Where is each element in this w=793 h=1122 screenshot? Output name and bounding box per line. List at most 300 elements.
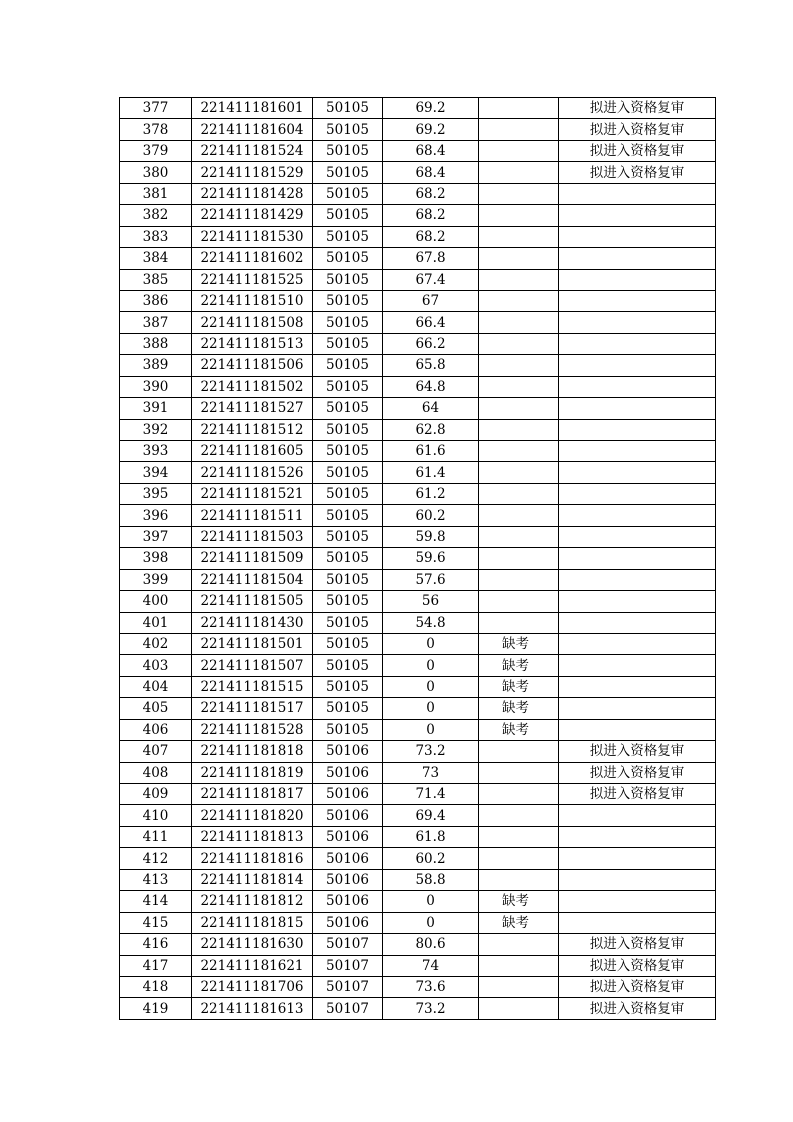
position-code-cell: 50105 [313, 226, 383, 247]
score-cell: 59.6 [383, 548, 479, 569]
ticket-number-cell: 221411181820 [192, 805, 313, 826]
position-code-cell: 50105 [313, 290, 383, 311]
table-row [120, 483, 716, 504]
table-row [120, 376, 716, 397]
remark-cell: 拟进入资格复审 [559, 140, 716, 161]
table-row [120, 462, 716, 483]
status-cell: 缺考 [479, 719, 559, 740]
status-cell: 缺考 [479, 891, 559, 912]
remark-cell [559, 226, 716, 247]
status-cell [479, 741, 559, 762]
remark-cell: 拟进入资格复审 [559, 955, 716, 976]
position-code-cell: 50105 [313, 376, 383, 397]
status-cell [479, 376, 559, 397]
seq-cell: 391 [120, 398, 192, 419]
seq-cell: 412 [120, 848, 192, 869]
position-code-cell: 50107 [313, 976, 383, 997]
ticket-number-cell: 221411181504 [192, 569, 313, 590]
seq-cell: 388 [120, 333, 192, 354]
score-cell: 0 [383, 719, 479, 740]
score-cell: 61.8 [383, 826, 479, 847]
score-cell: 64 [383, 398, 479, 419]
seq-cell: 407 [120, 741, 192, 762]
position-code-cell: 50107 [313, 955, 383, 976]
status-cell [479, 183, 559, 204]
position-code-cell: 50105 [313, 548, 383, 569]
score-cell: 58.8 [383, 869, 479, 890]
table-row [120, 398, 716, 419]
score-cell: 56 [383, 591, 479, 612]
table-row [120, 719, 716, 740]
ticket-number-cell: 221411181814 [192, 869, 313, 890]
ticket-number-cell: 221411181818 [192, 741, 313, 762]
remark-cell [559, 462, 716, 483]
score-cell: 66.4 [383, 312, 479, 333]
position-code-cell: 50105 [313, 676, 383, 697]
score-cell: 68.4 [383, 162, 479, 183]
seq-cell: 402 [120, 633, 192, 654]
status-cell [479, 205, 559, 226]
remark-cell [559, 848, 716, 869]
seq-cell: 386 [120, 290, 192, 311]
ticket-number-cell: 221411181521 [192, 483, 313, 504]
score-cell: 67.8 [383, 248, 479, 269]
position-code-cell: 50106 [313, 912, 383, 933]
table-row [120, 869, 716, 890]
status-cell [479, 569, 559, 590]
ticket-number-cell: 221411181527 [192, 398, 313, 419]
status-cell [479, 869, 559, 890]
ticket-number-cell: 221411181513 [192, 333, 313, 354]
seq-cell: 379 [120, 140, 192, 161]
seq-cell: 399 [120, 569, 192, 590]
score-cell: 0 [383, 891, 479, 912]
table-row [120, 784, 716, 805]
score-cell: 66.2 [383, 333, 479, 354]
table-row [120, 934, 716, 955]
remark-cell [559, 269, 716, 290]
position-code-cell: 50105 [313, 419, 383, 440]
seq-cell: 393 [120, 441, 192, 462]
ticket-number-cell: 221411181819 [192, 762, 313, 783]
status-cell [479, 998, 559, 1019]
status-cell: 缺考 [479, 655, 559, 676]
table-row [120, 762, 716, 783]
table-row [120, 655, 716, 676]
table-row [120, 633, 716, 654]
remark-cell [559, 205, 716, 226]
remark-cell [559, 355, 716, 376]
ticket-number-cell: 221411181510 [192, 290, 313, 311]
status-cell [479, 269, 559, 290]
status-cell [479, 248, 559, 269]
score-cell: 65.8 [383, 355, 479, 376]
score-cell: 0 [383, 676, 479, 697]
score-cell: 73.6 [383, 976, 479, 997]
remark-cell [559, 719, 716, 740]
position-code-cell: 50105 [313, 355, 383, 376]
remark-cell [559, 526, 716, 547]
score-cell: 68.2 [383, 183, 479, 204]
table-row [120, 140, 716, 161]
position-code-cell: 50105 [313, 719, 383, 740]
remark-cell [559, 612, 716, 633]
position-code-cell: 50105 [313, 140, 383, 161]
seq-cell: 385 [120, 269, 192, 290]
status-cell [479, 526, 559, 547]
seq-cell: 416 [120, 934, 192, 955]
ticket-number-cell: 221411181517 [192, 698, 313, 719]
remark-cell [559, 505, 716, 526]
position-code-cell: 50105 [313, 633, 383, 654]
table-row [120, 290, 716, 311]
table-row [120, 976, 716, 997]
table-row [120, 248, 716, 269]
remark-cell [559, 655, 716, 676]
table-row [120, 698, 716, 719]
table-row [120, 312, 716, 333]
remark-cell [559, 676, 716, 697]
score-cell: 0 [383, 698, 479, 719]
remark-cell: 拟进入资格复审 [559, 119, 716, 140]
table-row [120, 891, 716, 912]
remark-cell: 拟进入资格复审 [559, 998, 716, 1019]
position-code-cell: 50105 [313, 183, 383, 204]
position-code-cell: 50105 [313, 612, 383, 633]
remark-cell: 拟进入资格复审 [559, 934, 716, 955]
table-row [120, 269, 716, 290]
status-cell [479, 398, 559, 419]
seq-cell: 404 [120, 676, 192, 697]
position-code-cell: 50105 [313, 483, 383, 504]
table-row [120, 183, 716, 204]
position-code-cell: 50106 [313, 741, 383, 762]
seq-cell: 398 [120, 548, 192, 569]
remark-cell [559, 826, 716, 847]
seq-cell: 415 [120, 912, 192, 933]
position-code-cell: 50105 [313, 462, 383, 483]
seq-cell: 413 [120, 869, 192, 890]
score-cell: 69.4 [383, 805, 479, 826]
position-code-cell: 50106 [313, 891, 383, 912]
remark-cell [559, 569, 716, 590]
seq-cell: 377 [120, 98, 192, 119]
ticket-number-cell: 221411181815 [192, 912, 313, 933]
status-cell [479, 333, 559, 354]
table-row [120, 676, 716, 697]
status-cell: 缺考 [479, 698, 559, 719]
status-cell [479, 98, 559, 119]
remark-cell [559, 419, 716, 440]
ticket-number-cell: 221411181812 [192, 891, 313, 912]
remark-cell: 拟进入资格复审 [559, 741, 716, 762]
remark-cell [559, 548, 716, 569]
seq-cell: 396 [120, 505, 192, 526]
ticket-number-cell: 221411181621 [192, 955, 313, 976]
remark-cell [559, 248, 716, 269]
status-cell: 缺考 [479, 912, 559, 933]
seq-cell: 401 [120, 612, 192, 633]
remark-cell [559, 398, 716, 419]
table-row [120, 119, 716, 140]
seq-cell: 390 [120, 376, 192, 397]
status-cell [479, 140, 559, 161]
score-cell: 73.2 [383, 741, 479, 762]
score-cell: 69.2 [383, 119, 479, 140]
ticket-number-cell: 221411181509 [192, 548, 313, 569]
remark-cell [559, 483, 716, 504]
table-row [120, 805, 716, 826]
position-code-cell: 50105 [313, 162, 383, 183]
score-cell: 0 [383, 633, 479, 654]
score-cell: 59.8 [383, 526, 479, 547]
remark-cell [559, 312, 716, 333]
position-code-cell: 50105 [313, 526, 383, 547]
seq-cell: 405 [120, 698, 192, 719]
seq-cell: 383 [120, 226, 192, 247]
seq-cell: 387 [120, 312, 192, 333]
remark-cell [559, 633, 716, 654]
remark-cell [559, 805, 716, 826]
remark-cell [559, 290, 716, 311]
status-cell [479, 290, 559, 311]
position-code-cell: 50105 [313, 98, 383, 119]
status-cell [479, 419, 559, 440]
remark-cell [559, 333, 716, 354]
table-row [120, 848, 716, 869]
position-code-cell: 50105 [313, 269, 383, 290]
status-cell [479, 441, 559, 462]
seq-cell: 397 [120, 526, 192, 547]
position-code-cell: 50107 [313, 998, 383, 1019]
table-row [120, 505, 716, 526]
score-cell: 67 [383, 290, 479, 311]
position-code-cell: 50106 [313, 784, 383, 805]
remark-cell: 拟进入资格复审 [559, 98, 716, 119]
status-cell [479, 784, 559, 805]
seq-cell: 395 [120, 483, 192, 504]
status-cell [479, 119, 559, 140]
ticket-number-cell: 221411181430 [192, 612, 313, 633]
status-cell [479, 462, 559, 483]
table-row [120, 998, 716, 1019]
position-code-cell: 50105 [313, 312, 383, 333]
score-cell: 69.2 [383, 98, 479, 119]
seq-cell: 378 [120, 119, 192, 140]
ticket-number-cell: 221411181525 [192, 269, 313, 290]
remark-cell [559, 183, 716, 204]
ticket-number-cell: 221411181515 [192, 676, 313, 697]
seq-cell: 392 [120, 419, 192, 440]
table-row [120, 526, 716, 547]
ticket-number-cell: 221411181524 [192, 140, 313, 161]
score-cell: 68.2 [383, 226, 479, 247]
ticket-number-cell: 221411181512 [192, 419, 313, 440]
status-cell [479, 162, 559, 183]
table-row [120, 569, 716, 590]
score-cell: 73.2 [383, 998, 479, 1019]
seq-cell: 408 [120, 762, 192, 783]
ticket-number-cell: 221411181505 [192, 591, 313, 612]
table-row [120, 591, 716, 612]
position-code-cell: 50105 [313, 333, 383, 354]
seq-cell: 389 [120, 355, 192, 376]
ticket-number-cell: 221411181511 [192, 505, 313, 526]
position-code-cell: 50106 [313, 762, 383, 783]
position-code-cell: 50105 [313, 698, 383, 719]
status-cell [479, 483, 559, 504]
remark-cell [559, 891, 716, 912]
remark-cell [559, 698, 716, 719]
ticket-number-cell: 221411181508 [192, 312, 313, 333]
score-cell: 68.4 [383, 140, 479, 161]
score-cell: 54.8 [383, 612, 479, 633]
table-row [120, 162, 716, 183]
status-cell [479, 848, 559, 869]
position-code-cell: 50105 [313, 655, 383, 676]
table-row [120, 333, 716, 354]
seq-cell: 417 [120, 955, 192, 976]
score-cell: 0 [383, 912, 479, 933]
status-cell [479, 612, 559, 633]
ticket-number-cell: 221411181506 [192, 355, 313, 376]
table-row [120, 955, 716, 976]
status-cell [479, 955, 559, 976]
status-cell [479, 934, 559, 955]
position-code-cell: 50105 [313, 591, 383, 612]
ticket-number-cell: 221411181605 [192, 441, 313, 462]
seq-cell: 406 [120, 719, 192, 740]
ticket-number-cell: 221411181429 [192, 205, 313, 226]
position-code-cell: 50105 [313, 205, 383, 226]
status-cell [479, 762, 559, 783]
position-code-cell: 50105 [313, 248, 383, 269]
ticket-number-cell: 221411181613 [192, 998, 313, 1019]
seq-cell: 382 [120, 205, 192, 226]
position-code-cell: 50106 [313, 848, 383, 869]
status-cell [479, 355, 559, 376]
remark-cell [559, 441, 716, 462]
status-cell [479, 805, 559, 826]
score-cell: 61.2 [383, 483, 479, 504]
remark-cell [559, 869, 716, 890]
score-cell: 61.4 [383, 462, 479, 483]
remark-cell [559, 376, 716, 397]
results-table [119, 97, 716, 1020]
position-code-cell: 50105 [313, 441, 383, 462]
ticket-number-cell: 221411181507 [192, 655, 313, 676]
table-row [120, 912, 716, 933]
table-row [120, 226, 716, 247]
seq-cell: 419 [120, 998, 192, 1019]
ticket-number-cell: 221411181817 [192, 784, 313, 805]
status-cell [479, 226, 559, 247]
score-cell: 62.8 [383, 419, 479, 440]
table-body [120, 98, 716, 1020]
table-row [120, 355, 716, 376]
ticket-number-cell: 221411181528 [192, 719, 313, 740]
position-code-cell: 50107 [313, 934, 383, 955]
ticket-number-cell: 221411181706 [192, 976, 313, 997]
ticket-number-cell: 221411181526 [192, 462, 313, 483]
ticket-number-cell: 221411181530 [192, 226, 313, 247]
position-code-cell: 50105 [313, 398, 383, 419]
seq-cell: 414 [120, 891, 192, 912]
table-row [120, 441, 716, 462]
score-cell: 80.6 [383, 934, 479, 955]
score-cell: 60.2 [383, 848, 479, 869]
status-cell: 缺考 [479, 633, 559, 654]
status-cell [479, 312, 559, 333]
ticket-number-cell: 221411181604 [192, 119, 313, 140]
ticket-number-cell: 221411181601 [192, 98, 313, 119]
seq-cell: 394 [120, 462, 192, 483]
position-code-cell: 50106 [313, 869, 383, 890]
seq-cell: 400 [120, 591, 192, 612]
score-cell: 73 [383, 762, 479, 783]
ticket-number-cell: 221411181501 [192, 633, 313, 654]
score-cell: 61.6 [383, 441, 479, 462]
ticket-number-cell: 221411181503 [192, 526, 313, 547]
ticket-number-cell: 221411181502 [192, 376, 313, 397]
position-code-cell: 50106 [313, 805, 383, 826]
score-cell: 0 [383, 655, 479, 676]
seq-cell: 409 [120, 784, 192, 805]
remark-cell: 拟进入资格复审 [559, 162, 716, 183]
status-cell: 缺考 [479, 676, 559, 697]
remark-cell: 拟进入资格复审 [559, 762, 716, 783]
ticket-number-cell: 221411181816 [192, 848, 313, 869]
table-row [120, 98, 716, 119]
table-row [120, 419, 716, 440]
ticket-number-cell: 221411181602 [192, 248, 313, 269]
position-code-cell: 50105 [313, 505, 383, 526]
table-row [120, 741, 716, 762]
score-cell: 67.4 [383, 269, 479, 290]
table-row [120, 612, 716, 633]
status-cell [479, 826, 559, 847]
seq-cell: 384 [120, 248, 192, 269]
status-cell [479, 548, 559, 569]
position-code-cell: 50105 [313, 119, 383, 140]
score-cell: 57.6 [383, 569, 479, 590]
score-cell: 60.2 [383, 505, 479, 526]
seq-cell: 403 [120, 655, 192, 676]
score-cell: 71.4 [383, 784, 479, 805]
status-cell [479, 591, 559, 612]
seq-cell: 380 [120, 162, 192, 183]
position-code-cell: 50105 [313, 569, 383, 590]
status-cell [479, 505, 559, 526]
score-cell: 64.8 [383, 376, 479, 397]
ticket-number-cell: 221411181630 [192, 934, 313, 955]
table-row [120, 826, 716, 847]
seq-cell: 411 [120, 826, 192, 847]
seq-cell: 410 [120, 805, 192, 826]
remark-cell [559, 912, 716, 933]
ticket-number-cell: 221411181529 [192, 162, 313, 183]
status-cell [479, 976, 559, 997]
remark-cell: 拟进入资格复审 [559, 784, 716, 805]
ticket-number-cell: 221411181813 [192, 826, 313, 847]
table-row [120, 205, 716, 226]
score-cell: 74 [383, 955, 479, 976]
remark-cell [559, 591, 716, 612]
seq-cell: 381 [120, 183, 192, 204]
remark-cell: 拟进入资格复审 [559, 976, 716, 997]
ticket-number-cell: 221411181428 [192, 183, 313, 204]
position-code-cell: 50106 [313, 826, 383, 847]
